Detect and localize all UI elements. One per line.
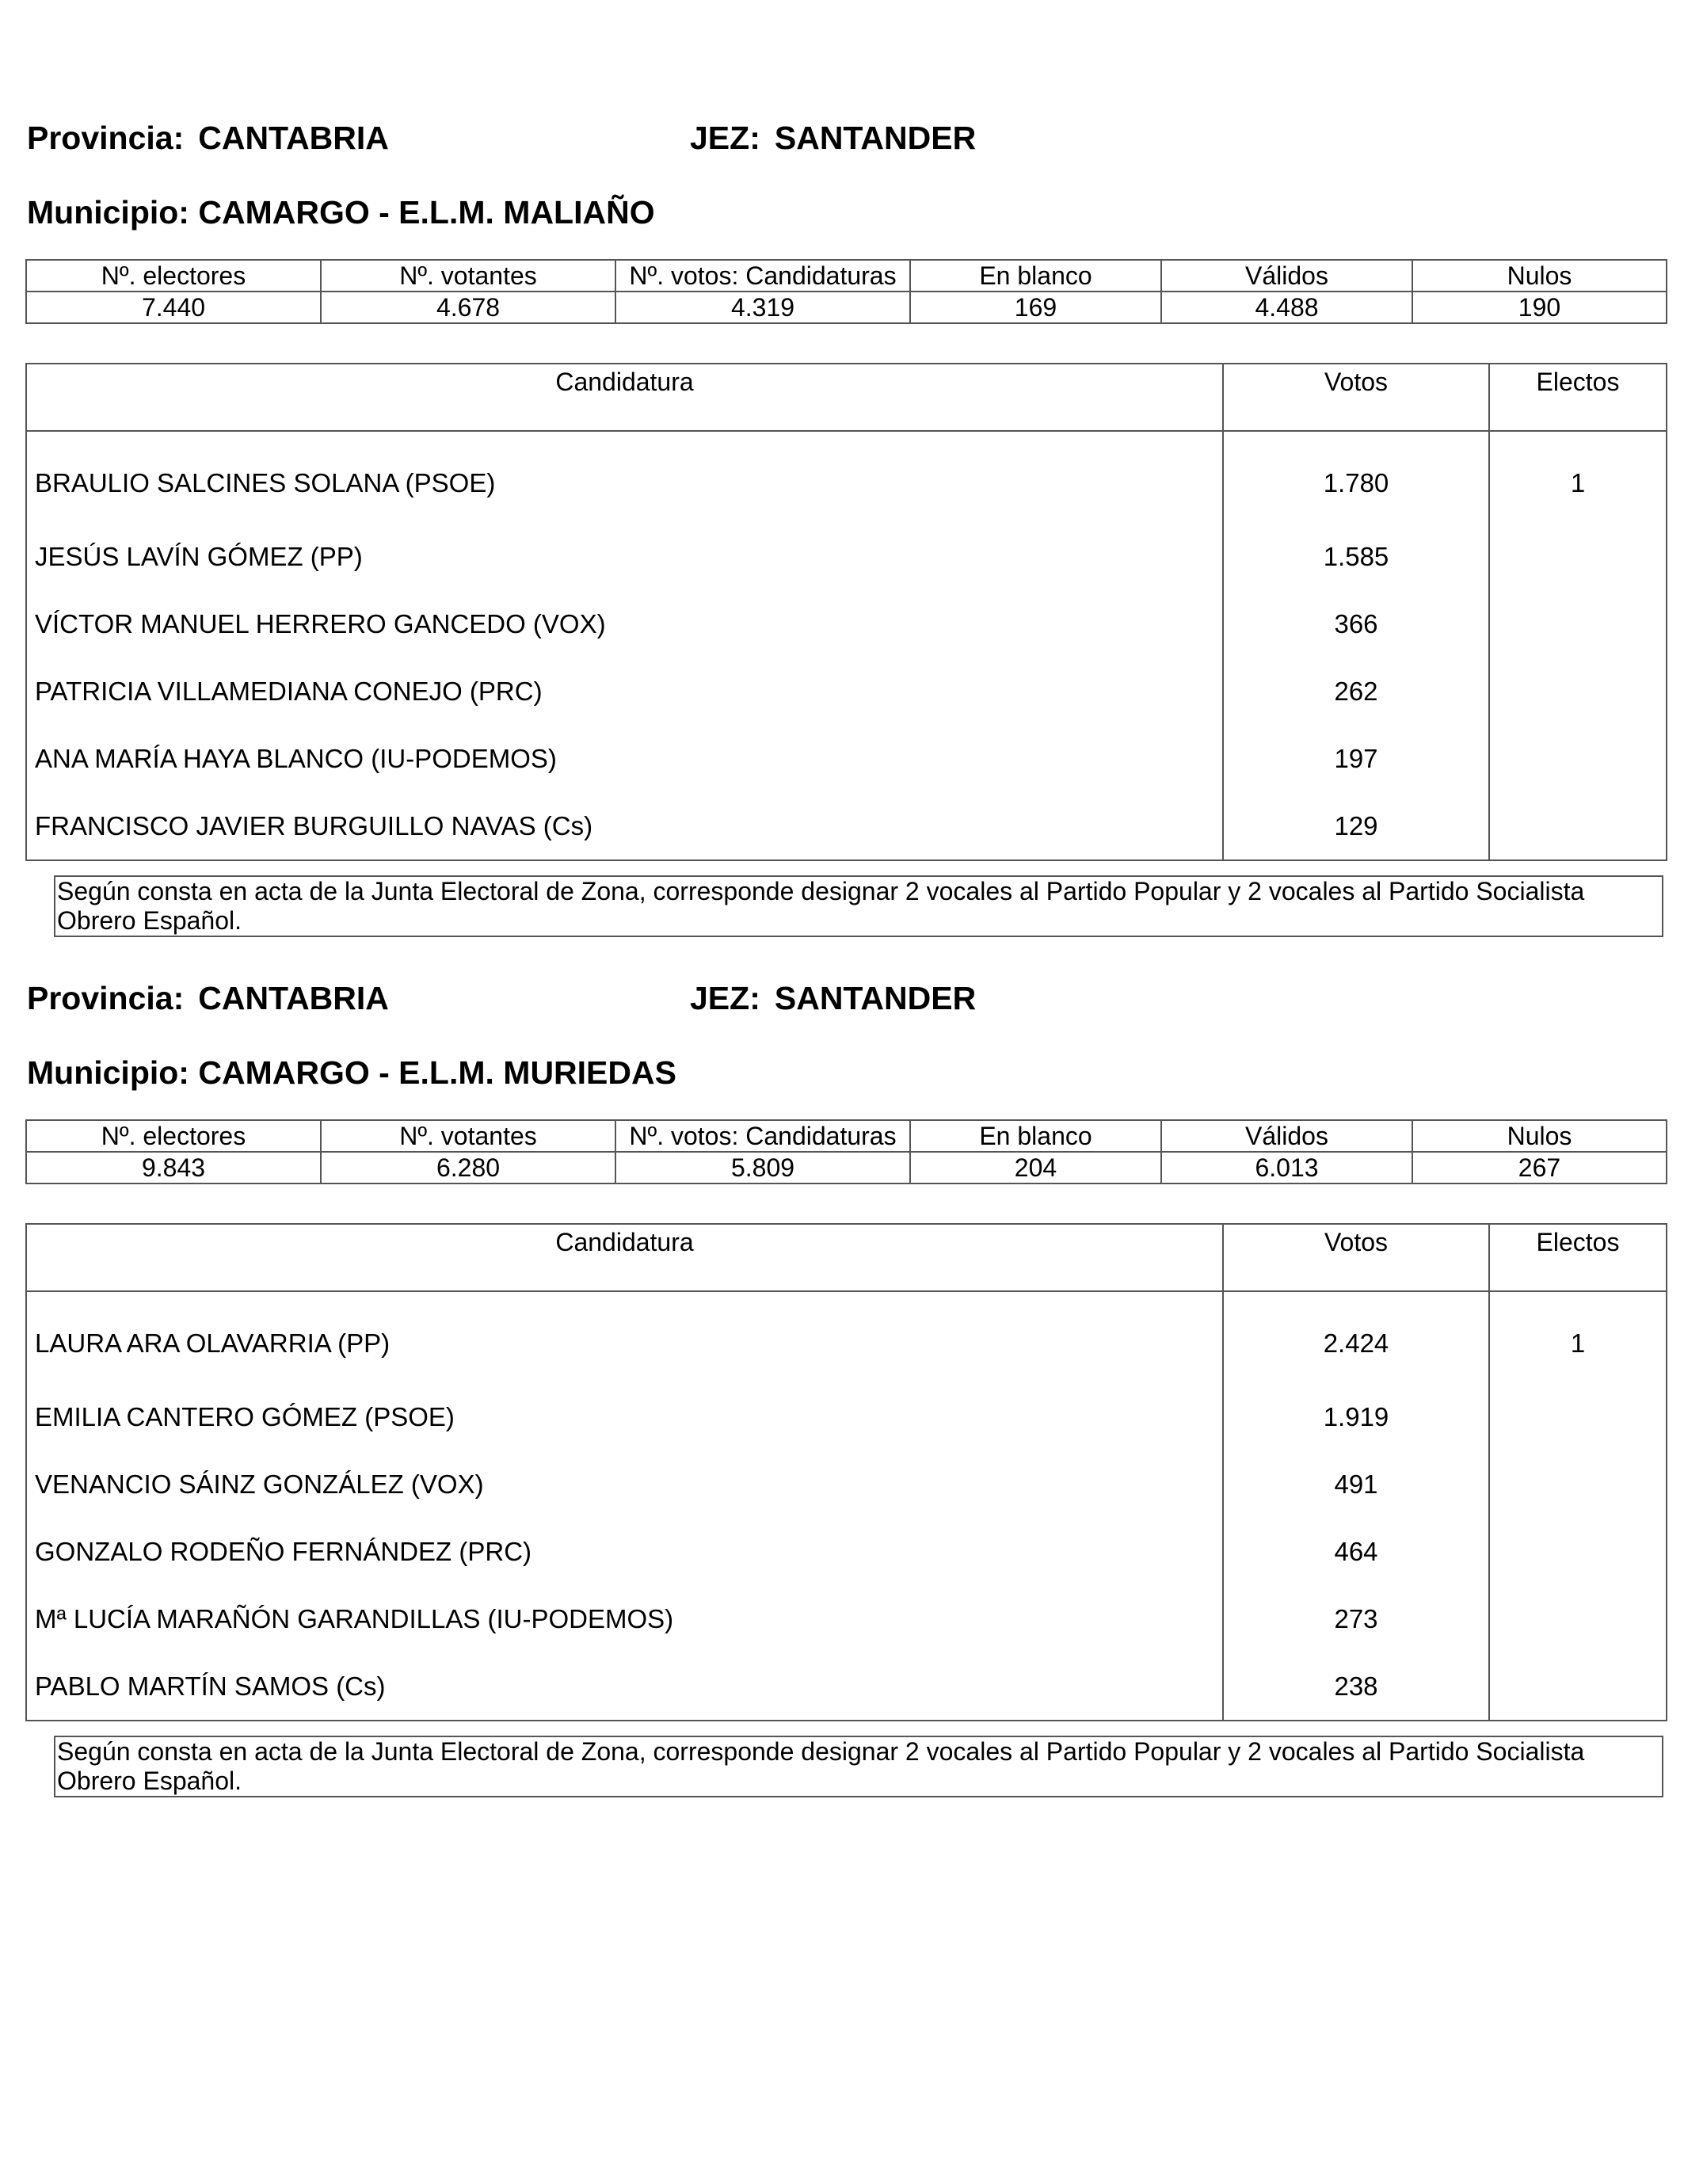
table-row [26,1518,1667,1585]
candidate-name: BRAULIO SALCINES SOLANA (PSOE) [26,431,1223,523]
stats-header: En blanco [910,1120,1161,1152]
candidates-table [25,1223,1667,1721]
header-candidatura: Candidatura [26,1224,1223,1291]
provincia-value: CANTABRIA [198,120,389,156]
note-line: Según consta en acta de la Junta Electoral de Zona, corresponde designar 2 vocales al Partido Popular y 2 vocales al Partido Socialista [57,877,1585,905]
stats-header: Nº. votantes [321,260,615,292]
candidate-name: EMILIA CANTERO GÓMEZ (PSOE) [26,1383,1223,1450]
jez-value: SANTANDER [774,980,977,1016]
jez-heading: JEZ: SANTANDER [690,120,977,156]
provincia-heading: Provincia: CANTABRIA [27,980,389,1016]
table-row [26,523,1667,590]
stats-value: 4.488 [1161,292,1412,323]
stats-value: 267 [1412,1152,1667,1183]
table-row [26,792,1667,860]
stats-header: Nº. electores [26,1120,321,1152]
candidate-name: GONZALO RODEÑO FERNÁNDEZ (PRC) [26,1518,1223,1585]
table-row [26,1383,1667,1450]
stats-value: 204 [910,1152,1161,1183]
candidate-name: PATRICIA VILLAMEDIANA CONEJO (PRC) [26,657,1223,725]
stats-value: 7.440 [26,292,321,323]
stats-header: Nº. votantes [321,1120,615,1152]
candidate-votes: 273 [1223,1585,1489,1652]
note-line: Obrero Español. [57,906,242,935]
candidate-elected [1489,657,1667,725]
candidate-name: JESÚS LAVÍN GÓMEZ (PP) [26,523,1223,590]
candidate-name: VÍCTOR MANUEL HERRERO GANCEDO (VOX) [26,590,1223,657]
candidate-votes: 491 [1223,1450,1489,1518]
stats-value: 6.280 [321,1152,615,1183]
candidate-votes: 238 [1223,1652,1489,1721]
jez-note [54,875,1663,937]
provincia-value: CANTABRIA [198,980,389,1016]
header-votos: Votos [1223,364,1489,431]
stats-value-row [26,292,1667,323]
candidate-votes: 262 [1223,657,1489,725]
table-row [26,590,1667,657]
stats-header: Nulos [1412,260,1667,292]
stats-value: 169 [910,292,1161,323]
candidate-name: PABLO MARTÍN SAMOS (Cs) [26,1652,1223,1721]
header-electos: Electos [1489,364,1667,431]
stats-header: Válidos [1161,1120,1412,1152]
candidates-header-row [26,364,1667,431]
stats-value: 4.678 [321,292,615,323]
municipio-value: CAMARGO - E.L.M. MURIEDAS [198,1054,676,1091]
candidate-elected [1489,590,1667,657]
candidate-elected [1489,523,1667,590]
candidate-votes: 197 [1223,725,1489,792]
stats-header: Nº. votos: Candidaturas [615,260,910,292]
candidate-name: ANA MARÍA HAYA BLANCO (IU-PODEMOS) [26,725,1223,792]
table-row [26,1585,1667,1652]
candidate-votes: 1.585 [1223,523,1489,590]
candidate-elected [1489,1585,1667,1652]
candidates-table [25,363,1667,861]
table-row [26,1450,1667,1518]
stats-table [25,259,1667,324]
candidate-elected [1489,792,1667,860]
note-line: Obrero Español. [57,1767,242,1795]
stats-value: 9.843 [26,1152,321,1183]
candidate-elected [1489,725,1667,792]
candidate-elected [1489,1383,1667,1450]
jez-value: SANTANDER [774,120,977,156]
table-row [26,657,1667,725]
candidate-votes: 2.424 [1223,1291,1489,1383]
candidate-name: FRANCISCO JAVIER BURGUILLO NAVAS (Cs) [26,792,1223,860]
header-votos: Votos [1223,1224,1489,1291]
candidate-elected [1489,1450,1667,1518]
candidate-votes: 366 [1223,590,1489,657]
table-row [26,1291,1667,1383]
provincia-heading: Provincia: CANTABRIA [27,120,389,156]
stats-value: 4.319 [615,292,910,323]
stats-header: Nulos [1412,1120,1667,1152]
candidate-votes: 1.919 [1223,1383,1489,1450]
candidate-votes: 129 [1223,792,1489,860]
table-row [26,1652,1667,1721]
candidate-votes: 1.780 [1223,431,1489,523]
municipio-heading: Municipio: CAMARGO - E.L.M. MALIAÑO [27,194,655,231]
stats-value-row [26,1152,1667,1183]
candidate-elected: 1 [1489,431,1667,523]
jez-heading: JEZ: SANTANDER [690,980,977,1016]
candidate-elected: 1 [1489,1291,1667,1383]
header-candidatura: Candidatura [26,364,1223,431]
stats-header: Nº. electores [26,260,321,292]
stats-header-row [26,260,1667,292]
municipio-value: CAMARGO - E.L.M. MALIAÑO [198,194,655,231]
table-row [26,431,1667,523]
stats-header: Nº. votos: Candidaturas [615,1120,910,1152]
candidates-header-row [26,1224,1667,1291]
candidate-elected [1489,1652,1667,1721]
stats-header-row [26,1120,1667,1152]
candidate-name: LAURA ARA OLAVARRIA (PP) [26,1291,1223,1383]
stats-value: 6.013 [1161,1152,1412,1183]
candidate-name: Mª LUCÍA MARAÑÓN GARANDILLAS (IU-PODEMOS) [26,1585,1223,1652]
stats-value: 190 [1412,292,1667,323]
candidate-elected [1489,1518,1667,1585]
candidate-name: VENANCIO SÁINZ GONZÁLEZ (VOX) [26,1450,1223,1518]
jez-note [54,1736,1663,1797]
stats-header: Válidos [1161,260,1412,292]
note-line: Según consta en acta de la Junta Electoral de Zona, corresponde designar 2 vocales al Partido Popular y 2 vocales al Partido Socialista [57,1737,1585,1766]
stats-table [25,1119,1667,1184]
stats-value: 5.809 [615,1152,910,1183]
header-electos: Electos [1489,1224,1667,1291]
candidate-votes: 464 [1223,1518,1489,1585]
table-row [26,725,1667,792]
municipio-heading: Municipio: CAMARGO - E.L.M. MURIEDAS [27,1054,676,1091]
stats-header: En blanco [910,260,1161,292]
